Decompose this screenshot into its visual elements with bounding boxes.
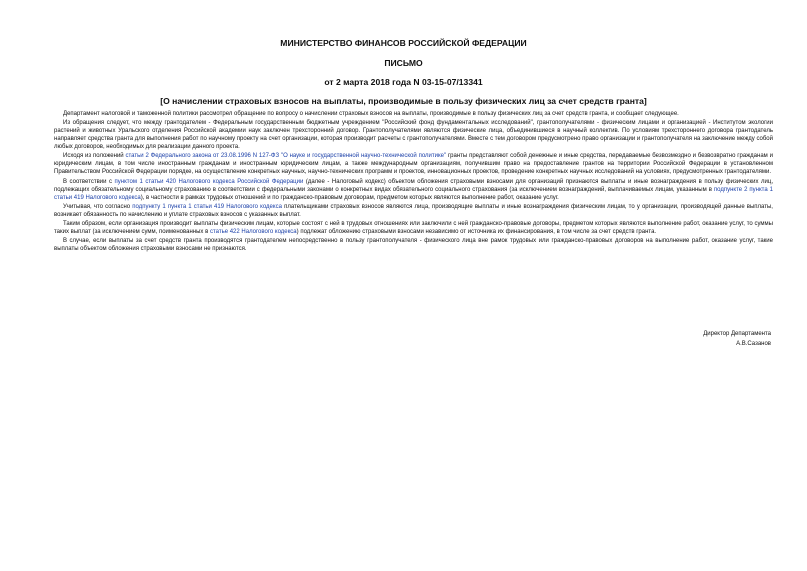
paragraph-6 <box>54 220 773 236</box>
paragraph-1: Департамент налоговой и таможенной политики рассмотрел обращение по вопросу о начислении страховых взносов на выплаты, производимые в пользу физических лиц за счет средств гранта, и сообщает следующее. <box>63 111 679 117</box>
paragraph-4 <box>54 178 773 202</box>
signatory-position: Директор Департамента <box>703 331 771 337</box>
tax-code-art422-link[interactable]: статье 422 Налогового кодекса <box>209 228 297 235</box>
paragraph-2: Из обращения следует, что между грантодателем - Федеральным государственным бюджетным учреждением "Российский фонд фундаментальных исследований", грантополучателями - физическим лицами и организацией - Институтом экологии растений и животных Уральского отделения Российской академии наук заключен трехсторонний договор. Грантополучателями являются физические лица, объединившиеся в научный коллектив. По условиям трехстороннего договора грантодатель направляет средства гранта для выполнения работ по научному проекту на счет организации, которая производит расчеты с грантополучателями. Вместе с тем договором предусмотрено право организации и грантополучателя на заключение между собой любых договоров, необходимых для реализации данного проекта. <box>54 120 773 151</box>
document-date-number: от 2 марта 2018 года N 03-15-07/13341 <box>324 77 483 87</box>
paragraph-3-text-a: Исходя из положений <box>63 153 126 160</box>
paragraph-6-text-a: Таким образом, если организация производит выплаты физическим лицам, которые состоят с ней в трудовых отношениях или заключили с ней гражданско-правовые договоры, предметом которых являются выполнение работ, оказание услуг, то суммы таких выплат (за исключением сумм, поименованных в <box>54 220 773 235</box>
paragraph-6-text-b: ) подлежат обложению страховыми взносами независимо от источника их финансирования, в том числе за счет средств гранта. <box>296 228 657 235</box>
document-subject: [О начислении страховых взносов на выплаты, производимые в пользу физических лиц за счет средств гранта] <box>160 96 647 106</box>
paragraph-5 <box>54 203 773 219</box>
paragraph-3 <box>54 152 773 176</box>
paragraph-4-text-b: (далее - Налоговый кодекс) объектом обложения страховыми взносами для организаций признаются выплаты и иные вознаграждения в пользу физических лиц, подлежащих обязательному социальному страхованию в соответствии с федеральными законами о конкретных видах обязательного социального страхования (за исключением вознаграждений, выплачиваемых лицам, указанным в <box>54 178 774 193</box>
tax-code-art419-sub2-link[interactable]: подпункте 2 пункта 1 статьи 419 Налогового кодекса <box>54 186 773 201</box>
document-type-heading: ПИСЬМО <box>384 58 423 68</box>
paragraph-3-text-b: гранты представляют собой денежные и иные средства, передаваемые безвозмездно и безвозвратно гражданам и юридическим лицам, в том числе иностранным гражданам и иностранным юридическим лицам, а также международным организациям, получившим право на предоставление грантов на территории Российской Федерации в установленном Правительством Российской Федерации порядке, на осуществление конкретных научных, научно-технических программ и проектов, инновационных проектов, проведение конкретных научных исследований на условиях, предусмотренных грантодателями. <box>54 153 773 176</box>
signatory-name: А.В.Сазанов <box>736 341 771 347</box>
paragraph-4-text-a: В соответствии с <box>63 178 115 185</box>
ministry-heading: МИНИСТЕРСТВО ФИНАНСОВ РОССИЙСКОЙ ФЕДЕРАЦИИ <box>280 38 527 48</box>
document-body <box>54 110 773 254</box>
paragraph-5-text-a: Учитывая, что согласно <box>63 203 133 210</box>
law-127fz-link[interactable]: статьи 2 Федерального закона от 23.08.1996 N 127-ФЗ "О науке и государственной научно-технической политике" <box>125 153 447 160</box>
tax-code-art420-link[interactable]: пунктом 1 статьи 420 Налогового кодекса Российской Федерации <box>114 178 304 185</box>
paragraph-4-text-c: ), в частности в рамках трудовых отношений и по гражданско-правовым договорам, предметом которых являются выполнение работ, оказание услуг. <box>140 194 559 201</box>
paragraph-5-text-b: плательщиками страховых взносов являются лица, производящие выплаты и иные вознаграждения физическим лицам, то у организации, производящей данные выплаты, возникает обязанность по начислению и уплате страховых взносов с указанных выплат. <box>54 203 773 218</box>
paragraph-7: В случае, если выплаты за счет средств гранта производятся грантодателем непосредственно в пользу грантополучателя - физического лица вне рамок трудовых или гражданско-правовых договоров на выполнение работ, оказание услуг, такие выплаты объектом обложения страховыми взносами не признаются. <box>54 238 773 253</box>
tax-code-art419-sub1-link[interactable]: подпункту 1 пункта 1 статьи 419 Налогового кодекса <box>132 203 282 210</box>
